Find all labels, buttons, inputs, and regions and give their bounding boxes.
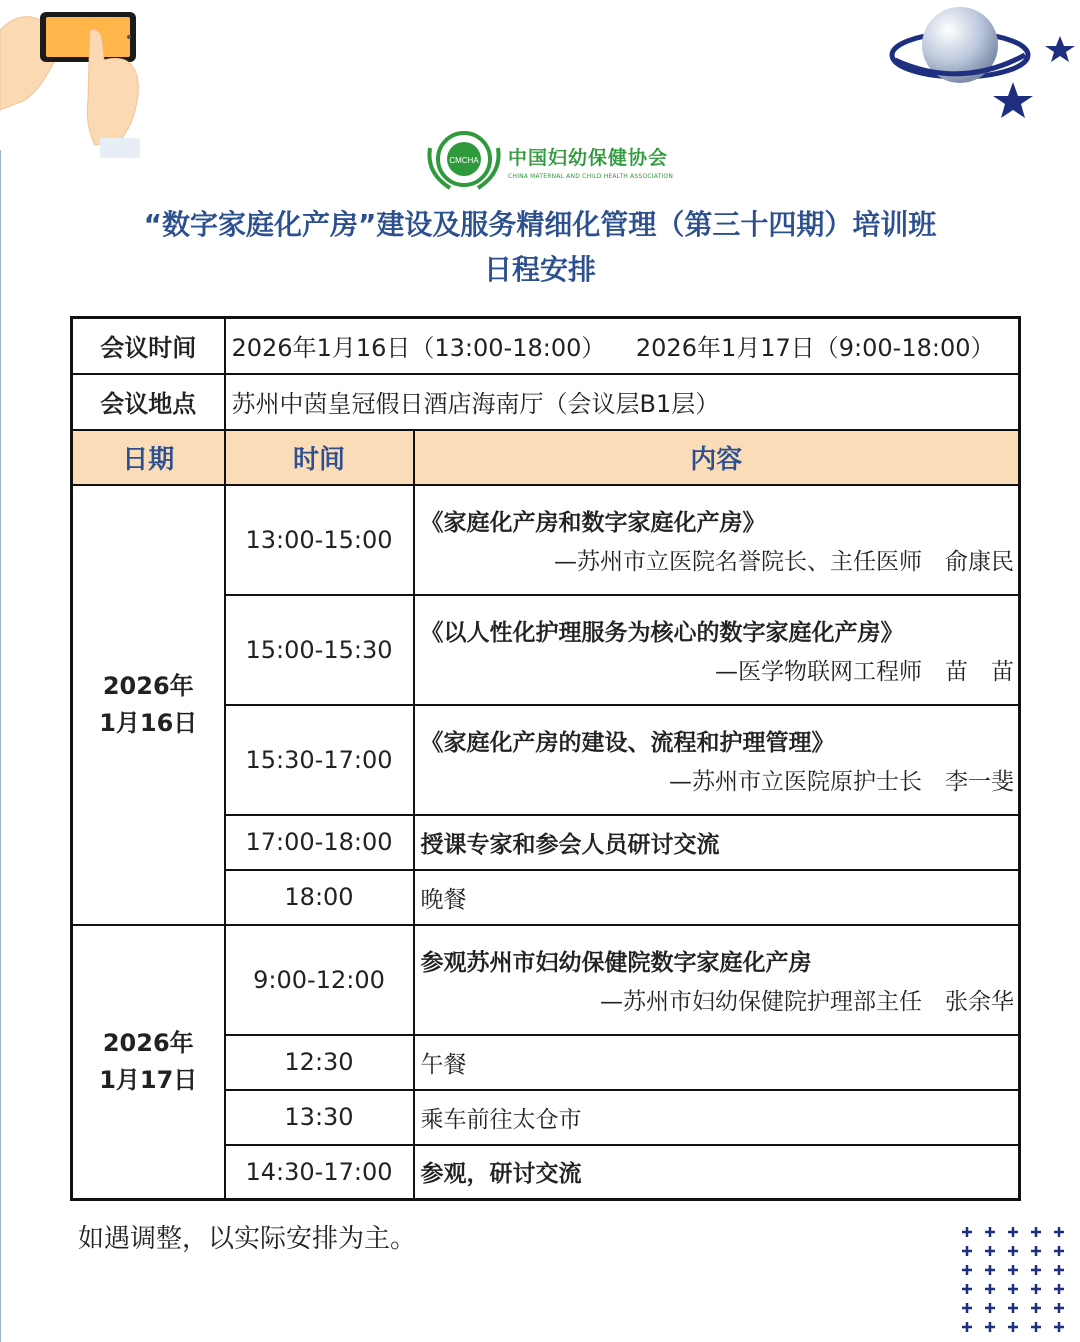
cross-mark (1008, 1303, 1018, 1313)
header-content: 内容 (414, 430, 1020, 485)
session-speaker: —医学物联网工程师 苗 苗 (715, 658, 1014, 685)
adjustment-note: 如遇调整，以实际安排为主。 (78, 1224, 417, 1254)
cross-mark (1054, 1322, 1064, 1332)
planet-icon (885, 0, 1080, 135)
cross-mark (1054, 1265, 1064, 1275)
cross-mark (1031, 1322, 1041, 1332)
cross-mark (985, 1265, 995, 1275)
table-row (72, 925, 1020, 1035)
cross-mark (962, 1303, 972, 1313)
session-content: 乘车前往太仓市 (414, 1090, 1020, 1145)
session-time: 15:00-15:30 (225, 595, 414, 705)
cross-mark (1054, 1303, 1064, 1313)
cross-mark (1008, 1322, 1018, 1332)
day1-date-year: 2026年 (102, 671, 194, 700)
session-topic: 《以人性化护理服务为核心的数字家庭化产房》 (420, 619, 904, 646)
logo-chinese-name: 中国妇幼保健协会 (508, 146, 669, 169)
cross-mark (985, 1284, 995, 1294)
day1-date-day: 1月16日 (99, 708, 198, 737)
session-topic: 《家庭化产房和数字家庭化产房》 (420, 509, 766, 536)
session-time: 13:00-15:00 (225, 485, 414, 595)
cross-mark (962, 1246, 972, 1256)
cross-mark (1031, 1284, 1041, 1294)
session-time: 17:00-18:00 (225, 815, 414, 870)
cross-mark (1054, 1227, 1064, 1237)
cross-mark (985, 1227, 995, 1237)
session-time: 14:30-17:00 (225, 1145, 414, 1200)
session-content: 午餐 (414, 1035, 1020, 1090)
session-time: 18:00 (225, 870, 414, 925)
left-edge-line (0, 150, 1, 1342)
cross-mark (962, 1265, 972, 1275)
meeting-place-label: 会议地点 (72, 374, 225, 430)
cross-mark (962, 1227, 972, 1237)
cross-mark (1031, 1246, 1041, 1256)
header-time: 时间 (225, 430, 414, 485)
day2-date-year: 2026年 (102, 1028, 194, 1057)
cross-mark (962, 1284, 972, 1294)
cross-mark (1054, 1246, 1064, 1256)
cross-mark (962, 1322, 972, 1332)
session-content (414, 595, 1020, 705)
session-time: 13:30 (225, 1090, 414, 1145)
session-speaker: —苏州市立医院名誉院长、主任医师 俞康民 (554, 548, 1014, 575)
meeting-time-label: 会议时间 (72, 318, 225, 374)
star-icon (993, 82, 1033, 118)
meeting-time-value: 2026年1月16日（13:00-18:00） 2026年1月17日（9:00-18:00） (225, 318, 1020, 374)
cross-pattern-icon (955, 1220, 1080, 1342)
day2-date-day: 1月17日 (99, 1065, 198, 1094)
session-time: 15:30-17:00 (225, 705, 414, 815)
page-title: “数字家庭化产房”建设及服务精细化管理（第三十四期）培训班 (143, 208, 937, 241)
schedule-table (70, 316, 1021, 1201)
star-icon (1045, 36, 1075, 62)
meeting-place-value: 苏州中茵皇冠假日酒店海南厅（会议层B1层） (225, 374, 1020, 430)
session-speaker: —苏州市妇幼保健院护理部主任 张余华 (600, 988, 1014, 1015)
cross-mark (1031, 1227, 1041, 1237)
cross-mark (985, 1246, 995, 1256)
session-content (414, 925, 1020, 1035)
cross-mark (1054, 1284, 1064, 1294)
association-logo (420, 128, 673, 194)
logo-english-name: CHINA MATERNAL AND CHILD HEALTH ASSOCIATION (508, 172, 674, 180)
table-header (72, 430, 1020, 485)
session-time: 12:30 (225, 1035, 414, 1090)
session-topic: 参观苏州市妇幼保健院数字家庭化产房 (420, 949, 812, 976)
session-speaker: —苏州市立医院原护士长 李一斐 (669, 768, 1014, 795)
session-topic: 《家庭化产房的建设、流程和护理管理》 (420, 729, 835, 756)
cross-mark (985, 1322, 995, 1332)
meeting-time-row (72, 318, 1020, 374)
cross-mark (1008, 1265, 1018, 1275)
cross-mark (1031, 1265, 1041, 1275)
page-subtitle: 日程安排 (483, 253, 596, 286)
day2-date (72, 925, 225, 1200)
cross-mark (1008, 1284, 1018, 1294)
cross-mark (1008, 1246, 1018, 1256)
table-row (72, 485, 1020, 595)
cross-mark (985, 1303, 995, 1313)
session-content: 晚餐 (414, 870, 1020, 925)
cross-mark (1008, 1227, 1018, 1237)
meeting-place-row (72, 374, 1020, 430)
cross-mark (1031, 1303, 1041, 1313)
session-content (414, 485, 1020, 595)
hand-phone-icon (0, 0, 160, 160)
session-content: 参观，研讨交流 (414, 1145, 1020, 1200)
day1-date (72, 485, 225, 925)
header-date: 日期 (72, 430, 225, 485)
emblem-icon (420, 128, 508, 194)
session-time: 9:00-12:00 (225, 925, 414, 1035)
svg-text:CMCHA: CMCHA (449, 156, 479, 165)
session-content: 授课专家和参会人员研讨交流 (414, 815, 1020, 870)
session-content (414, 705, 1020, 815)
